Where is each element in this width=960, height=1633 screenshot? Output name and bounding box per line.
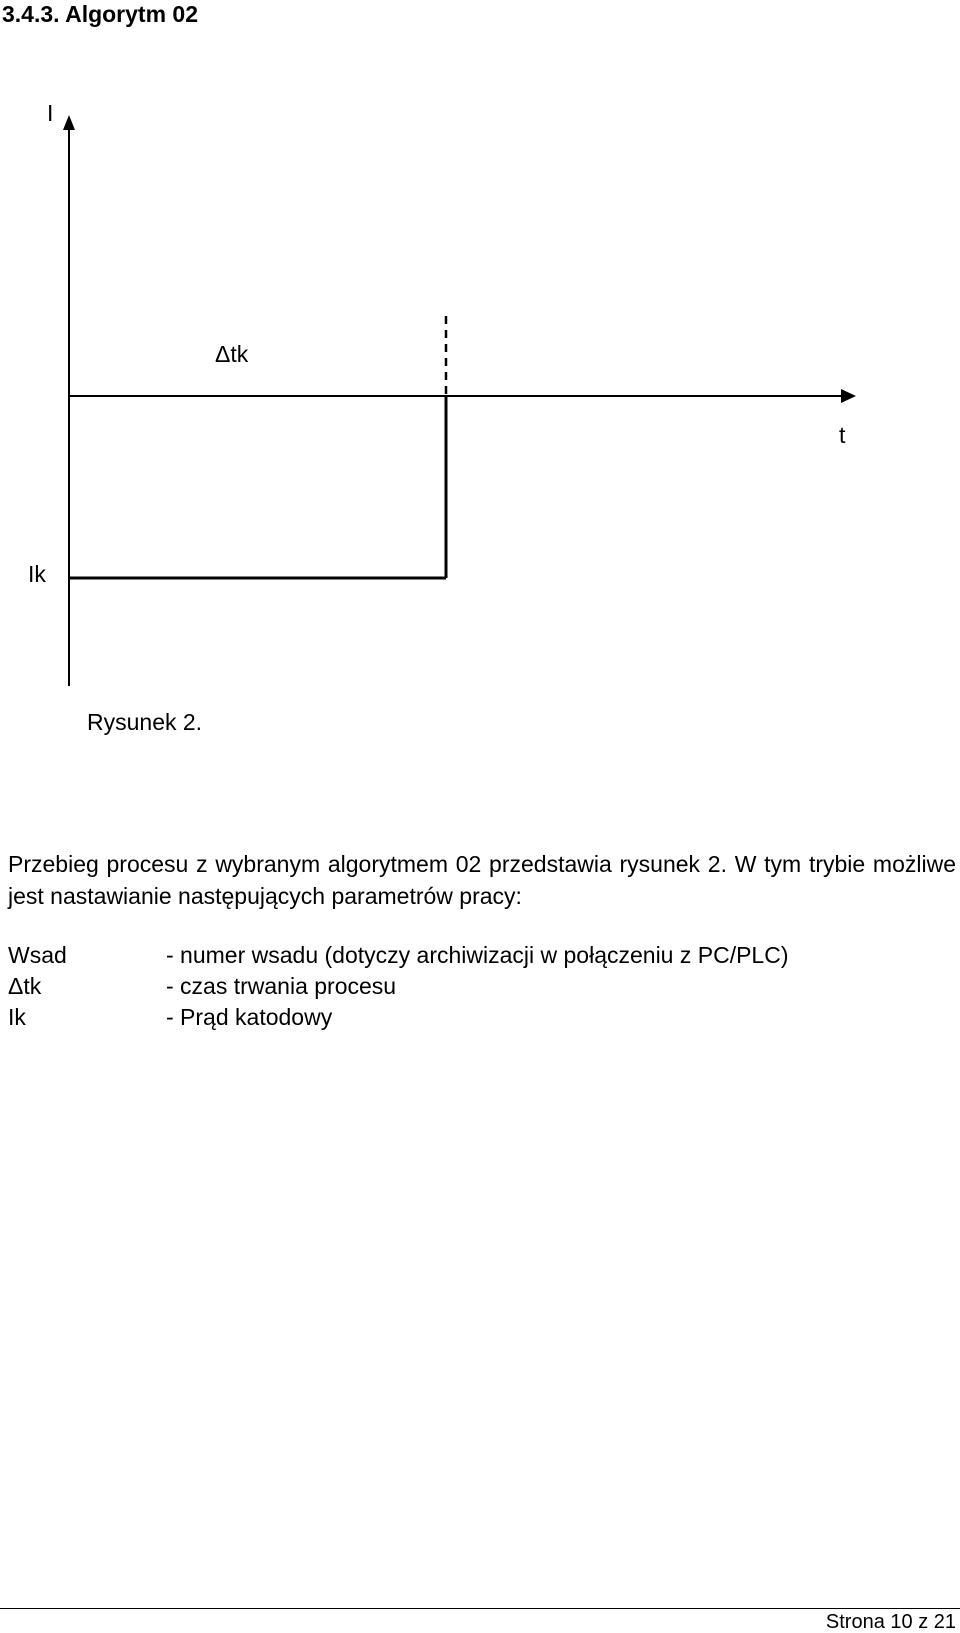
parameter-row bbox=[8, 940, 789, 971]
parameter-name: Δtk bbox=[8, 973, 42, 999]
section-heading: 3.4.3. Algorytm 02 bbox=[2, 1, 199, 27]
y-axis-label: I bbox=[47, 100, 54, 126]
level-label: Ik bbox=[28, 561, 46, 587]
x-axis-arrow bbox=[841, 389, 856, 403]
parameter-description: - czas trwania procesu bbox=[166, 973, 397, 999]
y-axis-arrow bbox=[63, 115, 75, 130]
parameter-name: Wsad bbox=[8, 942, 67, 968]
body-paragraph: Przebieg procesu z wybranym algorytmem 02 przedstawia rysunek 2. W tym trybie możliwe jest nastawianie następujących parametrów pracy: bbox=[8, 851, 956, 909]
footer-divider bbox=[0, 1608, 960, 1609]
interval-label: Δtk bbox=[215, 341, 249, 367]
x-axis-label: t bbox=[839, 422, 846, 448]
parameter-row bbox=[8, 971, 789, 1002]
parameter-row bbox=[8, 1002, 789, 1033]
figure-caption: Rysunek 2. bbox=[87, 709, 203, 735]
parameter-name: Ik bbox=[8, 1004, 26, 1030]
current-time-diagram bbox=[0, 0, 960, 700]
page-number: Strona 10 z 21 bbox=[825, 1611, 956, 1633]
parameter-description: - numer wsadu (dotyczy archiwizacji w połączeniu z PC/PLC) bbox=[166, 942, 789, 968]
parameter-list bbox=[8, 940, 789, 1033]
parameter-description: - Prąd katodowy bbox=[166, 1004, 333, 1030]
